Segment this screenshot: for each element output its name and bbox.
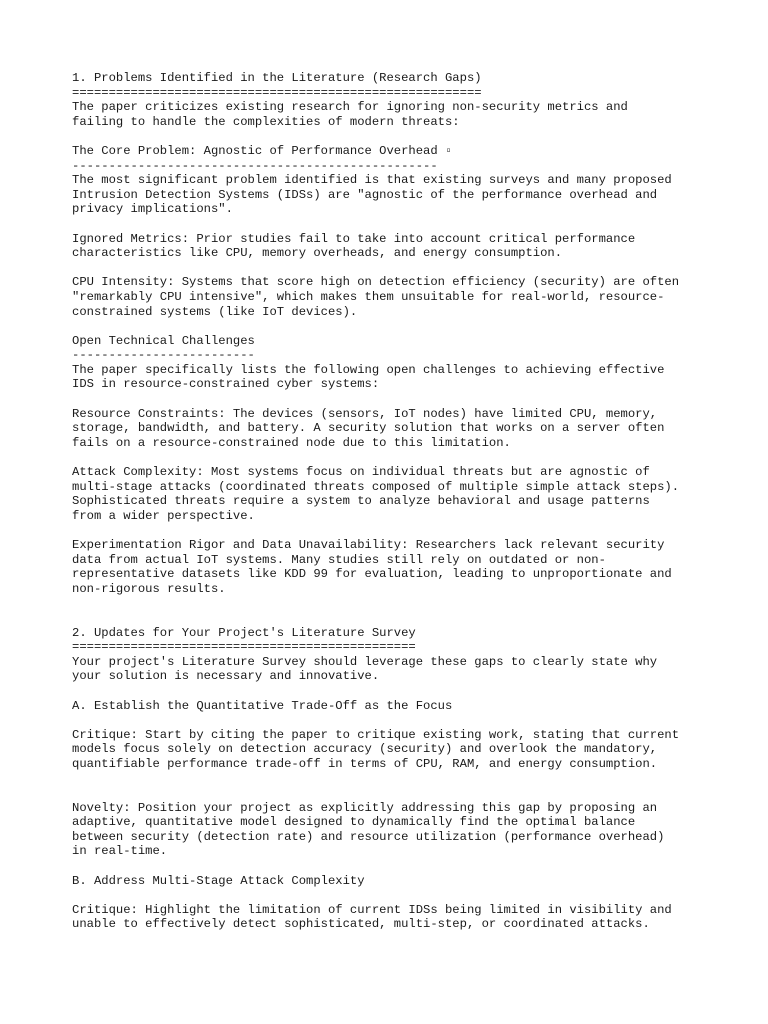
blank-line — [72, 888, 732, 903]
subheading-b: B. Address Multi-Stage Attack Complexity — [72, 873, 365, 888]
text-line: IDS in resource-constrained cyber systems: — [72, 377, 380, 392]
heading-underline: =============================================== — [72, 640, 416, 655]
text-line: Resource Constraints: The devices (sensors, IoT nodes) have limited CPU, memory, — [72, 406, 658, 421]
blank-line — [72, 261, 732, 276]
text-line: constrained systems (like IoT devices). — [72, 304, 358, 319]
subheading-a: A. Establish the Quantitative Trade-Off as the Focus — [72, 698, 453, 713]
text-line: from a wider perspective. — [72, 508, 255, 523]
blank-line — [72, 319, 732, 334]
text-line: representative datasets like KDD 99 for evaluation, leading to unproportionate and — [72, 567, 672, 582]
text-line: Sophisticated threats require a system to analyze behavioral and usage patterns — [72, 494, 650, 509]
blank-line — [72, 129, 732, 144]
text-line: fails on a resource-constrained node due to this limitation. — [72, 435, 511, 450]
blank-line — [72, 611, 732, 626]
text-line: CPU Intensity: Systems that score high on detection efficiency (security) are often — [72, 275, 680, 290]
heading-underline: ======================================================== — [72, 85, 482, 100]
text-line: Ignored Metrics: Prior studies fail to take into account critical performance — [72, 231, 636, 246]
text-line: between security (detection rate) and resource utilization (performance overhead) — [72, 829, 665, 844]
blank-line — [72, 786, 732, 801]
text-line: in real-time. — [72, 844, 168, 859]
blank-line — [72, 217, 732, 232]
text-line: failing to handle the complexities of modern threats: — [72, 114, 460, 129]
text-line: Novelty: Position your project as explicitly addressing this gap by proposing an — [72, 800, 658, 815]
text-line: The paper criticizes existing research for ignoring non-security metrics and — [72, 100, 628, 115]
text-line: characteristics like CPU, memory overheads, and energy consumption. — [72, 246, 563, 261]
text-line: privacy implications". — [72, 202, 233, 217]
text-line: adaptive, quantitative model designed to dynamically find the optimal balance — [72, 815, 636, 830]
blank-line — [72, 450, 732, 465]
text-line: storage, bandwidth, and battery. A security solution that works on a server often — [72, 421, 665, 436]
text-line: The paper specifically lists the following open challenges to achieving effective — [72, 362, 665, 377]
section-2-heading: 2. Updates for Your Project's Literature Survey — [72, 625, 416, 640]
text-line: The most significant problem identified is that existing surveys and many proposed — [72, 173, 672, 188]
text-line: non-rigorous results. — [72, 581, 226, 596]
text-line: Intrusion Detection Systems (IDSs) are "agnostic of the performance overhead and — [72, 187, 658, 202]
text-line: Attack Complexity: Most systems focus on individual threats but are agnostic of — [72, 465, 650, 480]
subheading-core-problem: The Core Problem: Agnostic of Performance Overhead ▫ — [72, 143, 453, 158]
text-line: quantifiable performance trade-off in terms of CPU, RAM, and energy consumption. — [72, 756, 658, 771]
document-page — [72, 71, 732, 932]
subheading-underline: ------------------------- — [72, 348, 255, 363]
blank-line — [72, 392, 732, 407]
text-line: Experimentation Rigor and Data Unavailability: Researchers lack relevant security — [72, 538, 665, 552]
text-line: Critique: Start by citing the paper to critique existing work, stating that current — [72, 727, 680, 742]
section-1-heading: 1. Problems Identified in the Literature (Research Gaps) — [72, 71, 482, 85]
text-line: multi-stage attacks (coordinated threats composed of multiple simple attack steps). — [72, 479, 680, 494]
text-line: models focus solely on detection accuracy (security) and overlook the mandatory, — [72, 742, 658, 757]
blank-line — [72, 684, 732, 699]
text-line: unable to effectively detect sophisticated, multi-step, or coordinated attacks. — [72, 917, 650, 932]
subheading-open-challenges: Open Technical Challenges — [72, 333, 255, 348]
text-line: "remarkably CPU intensive", which makes them unsuitable for real-world, resource- — [72, 289, 665, 304]
text-line: Critique: Highlight the limitation of current IDSs being limited in visibility and — [72, 902, 672, 917]
blank-line — [72, 713, 732, 728]
text-line: data from actual IoT systems. Many studies still rely on outdated or non- — [72, 552, 606, 567]
blank-line — [72, 772, 732, 787]
blank-line — [72, 596, 732, 611]
subheading-underline: -------------------------------------------------- — [72, 158, 438, 173]
text-line: Your project's Literature Survey should leverage these gaps to clearly state why — [72, 654, 658, 669]
blank-line — [72, 859, 732, 874]
blank-line — [72, 523, 732, 538]
text-line: your solution is necessary and innovative. — [72, 669, 380, 684]
